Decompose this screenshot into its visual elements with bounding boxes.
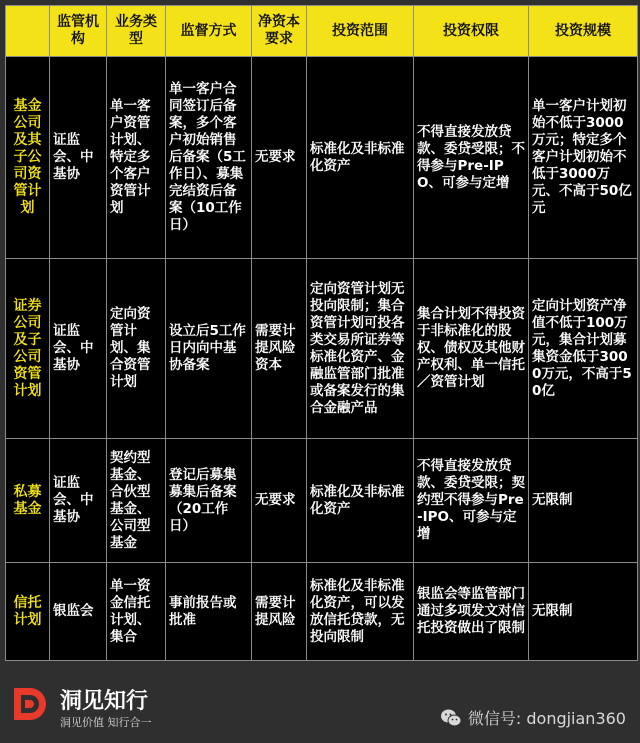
row-category: 信托计划 (6, 563, 50, 661)
header-regulator: 监管机构 (50, 6, 107, 57)
cell-supervision: 事前报告或批准 (166, 563, 252, 661)
cell-scale: 单一客户计划初始不低于3000万元；特定多个客户计划初始不低于3000万元、不高于50亿元 (529, 57, 638, 259)
header-scope: 投资范围 (307, 6, 414, 57)
cell-regulator: 证监会、中基协 (50, 57, 107, 259)
brand-slogan: 洞见价值 知行合一 (60, 716, 152, 729)
cell-business-type: 定向资管计划、集合资管计划 (107, 259, 166, 439)
cell-capital: 需要计提风险资本 (252, 259, 307, 439)
header-authority: 投资权限 (414, 6, 529, 57)
cell-scale: 定向计划资产净值不低于100万元，集合计划募集资金低于3000万元，不高于50亿 (529, 259, 638, 439)
cell-supervision: 登记后募集募集后备案（20工作日） (166, 439, 252, 563)
header-row (6, 6, 638, 57)
cell-capital: 需要计提风险 (252, 563, 307, 661)
header-blank (6, 6, 50, 57)
brand-name: 洞见知行 (60, 689, 149, 714)
cell-scope: 定向资管计划无投向限制；集合资管计划可投各类交易所证券等标准化资产、金融监管部门批准或备案发行的集合金融产品 (307, 259, 414, 439)
comparison-table (5, 5, 638, 661)
cell-regulator: 银监会 (50, 563, 107, 661)
cell-scope: 标准化及非标准化资产 (307, 439, 414, 563)
cell-scale: 无限制 (529, 563, 638, 661)
cell-supervision: 单一客户合同签订后备案，多个客户初始销售后备案（5工作日）、募集完结资后备案（10工作日） (166, 57, 252, 259)
table-row (6, 563, 638, 661)
cell-authority: 不得直接发放贷款、委贷受限；契约型不得参与Pre-IPO、可参与定增 (414, 439, 529, 563)
cell-authority: 集合计划不得投资于非标准化的股权、债权及其他财产权利、单一信托／资管计划 (414, 259, 529, 439)
cell-scope: 标准化及非标准化资产，可以发放信托贷款，无投向限制 (307, 563, 414, 661)
cell-capital: 无要求 (252, 57, 307, 259)
wechat-icon (440, 708, 462, 728)
table-row (6, 439, 638, 563)
cell-scope: 标准化及非标准化资产 (307, 57, 414, 259)
header-supervision: 监督方式 (166, 6, 252, 57)
cell-business-type: 单一客户资管计划、特定多个客户资管计划 (107, 57, 166, 259)
header-business-type: 业务类型 (107, 6, 166, 57)
row-category: 基金公司及其子公司资管计划 (6, 57, 50, 259)
cell-business-type: 契约型基金、合伙型基金、公司型基金 (107, 439, 166, 563)
wechat-id (440, 706, 626, 729)
brand-d-logo-icon (10, 684, 50, 724)
header-scale: 投资规模 (529, 6, 638, 57)
wechat-label: 微信号: dongjian360 (467, 709, 626, 728)
cell-regulator: 证监会、中基协 (50, 259, 107, 439)
cell-business-type: 单一资金信托计划、集合 (107, 563, 166, 661)
footer (0, 664, 640, 743)
row-category: 证券公司及子公司资管计划 (6, 259, 50, 439)
cell-scale: 无限制 (529, 439, 638, 563)
table-row (6, 57, 638, 259)
table-row (6, 259, 638, 439)
header-capital: 净资本要求 (252, 6, 307, 57)
cell-authority: 银监会等监管部门通过多项发文对信托投资做出了限制 (414, 563, 529, 661)
row-category: 私募基金 (6, 439, 50, 563)
cell-regulator: 证监会、中基协 (50, 439, 107, 563)
cell-authority: 不得直接发放贷款、委贷受限；不得参与Pre-IPO、可参与定增 (414, 57, 529, 259)
cell-supervision: 设立后5工作日内向中基协备案 (166, 259, 252, 439)
cell-capital: 无要求 (252, 439, 307, 563)
